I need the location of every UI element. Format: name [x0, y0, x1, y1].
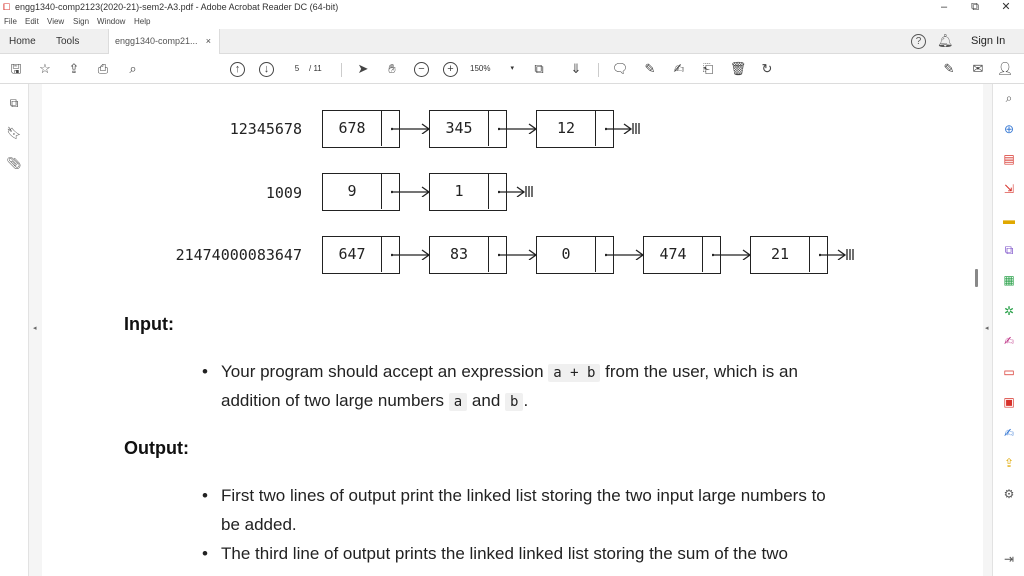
toolbar [0, 54, 1024, 84]
menu-window[interactable]: Window [97, 17, 126, 26]
hand-tool-icon[interactable]: ✋︎ [388, 61, 396, 76]
create-pdf-icon[interactable]: ⊕ [1003, 122, 1015, 136]
linked-list-node [429, 173, 507, 211]
left-nav-pane [0, 84, 29, 576]
find-zoom-icon[interactable]: ⌕ [129, 61, 137, 76]
menu-sign[interactable]: Sign [73, 17, 90, 26]
output-bullet-line1: First two lines of output print the linked list storing the two input large numbers to [221, 486, 826, 505]
zoom-select[interactable] [470, 62, 518, 76]
input-bullet-line2: addition of two large numbers a and b . [221, 391, 529, 410]
tab-document[interactable] [108, 29, 220, 55]
compress-icon[interactable]: ▦ [1003, 273, 1015, 287]
previous-page-icon[interactable]: ↑ [230, 62, 245, 77]
bookmark-star-icon[interactable]: ☆ [39, 61, 51, 76]
rotate-icon[interactable]: ↻ [761, 61, 773, 76]
protect-icon[interactable]: ✲ [1003, 304, 1015, 318]
node-value: 83 [449, 245, 469, 263]
edit-sign-icon[interactable]: ✎ [943, 61, 955, 76]
upload-cloud-icon[interactable]: ⇪ [68, 61, 80, 76]
linked-list-node [322, 236, 400, 274]
window-title: engg1340-comp2123(2020-21)-sem2-A3.pdf - Adobe Acrobat Reader DC (64-bit) [15, 2, 339, 12]
tab-document-label: engg1340-comp21... [115, 36, 198, 46]
organize-pages-icon[interactable]: ▤ [1003, 152, 1015, 166]
delete-icon[interactable]: 🗑︎ [729, 61, 747, 76]
next-pointer-arrow [498, 122, 538, 134]
scroll-mode-icon[interactable]: ⇓ [570, 61, 582, 76]
linked-list-node [322, 110, 400, 148]
code-b: b [505, 393, 523, 411]
comment-icon[interactable]: 🗨︎ [611, 61, 629, 76]
more-tools-icon[interactable]: ⚙︎ [1003, 487, 1015, 501]
menu-edit[interactable]: Edit [25, 17, 39, 26]
search-zoom-icon[interactable]: ⌕ [1005, 91, 1013, 105]
menu-help[interactable]: Help [134, 17, 151, 26]
linked-list-label: 1009 [265, 184, 302, 202]
zoom-in-icon[interactable]: + [443, 62, 458, 77]
toolbar-divider [598, 63, 599, 77]
code-a: a [449, 393, 467, 411]
linked-list-node [322, 173, 400, 211]
output-heading: Output: [124, 438, 189, 458]
node-value: 1 [454, 182, 464, 200]
minimize-button[interactable]: – [940, 1, 948, 13]
tab-tools[interactable]: Tools [56, 36, 80, 47]
bullet-dot: • [202, 544, 208, 563]
scan-ocr-icon[interactable]: ▣ [1003, 395, 1015, 409]
save-icon[interactable]: 🖫︎ [10, 61, 22, 76]
close-window-button[interactable]: ✕ [1001, 1, 1011, 13]
attachments-icon[interactable]: 📎︎ [6, 156, 22, 170]
vertical-scrollbar[interactable] [969, 84, 983, 576]
next-pointer-arrow [498, 248, 538, 260]
node-value: 0 [561, 245, 571, 263]
stamp-icon[interactable]: ⎗ [702, 61, 714, 76]
input-bullet-line1: Your program should accept an expression a + b from the user, which is an [221, 362, 798, 381]
collapse-right-icon: ◂ [985, 325, 989, 332]
null-pointer-arrow [819, 248, 859, 260]
signature-icon[interactable]: ✍︎ [673, 61, 685, 76]
input-bullet [202, 357, 902, 415]
help-icon[interactable]: ? [911, 34, 926, 49]
linked-list-node [536, 236, 614, 274]
linked-list-node [536, 110, 614, 148]
node-value: 678 [338, 119, 366, 137]
page-number-input[interactable]: 5 [294, 64, 300, 73]
acrobat-icon: ⧠ [3, 2, 11, 12]
node-value: 647 [338, 245, 366, 263]
tab-close-icon[interactable]: × [205, 36, 211, 46]
node-value: 345 [445, 119, 473, 137]
zoom-out-icon[interactable]: − [414, 62, 429, 77]
null-pointer-arrow [605, 122, 645, 134]
linked-list-label: 12345678 [229, 120, 302, 138]
linked-list-node [429, 236, 507, 274]
null-pointer-arrow [498, 185, 538, 197]
share-user-icon[interactable]: 👤︎ [996, 61, 1014, 76]
export-pdf-icon[interactable]: ⇲ [1003, 182, 1015, 196]
print-icon[interactable]: ⎙ [97, 61, 109, 76]
share-file-icon[interactable]: ⇪ [1003, 456, 1015, 470]
fill-sign-icon[interactable]: ✍︎ [1003, 334, 1015, 348]
right-tools-pane [992, 84, 1024, 576]
linked-list-label: 21474000083647 [175, 246, 302, 264]
next-pointer-arrow [391, 185, 431, 197]
node-value: 21 [770, 245, 790, 263]
select-cursor-icon[interactable]: ➤ [357, 61, 369, 76]
next-pointer-arrow [391, 122, 431, 134]
next-page-icon[interactable]: ↓ [259, 62, 274, 77]
tab-bar [0, 29, 1024, 54]
linked-list-node [750, 236, 828, 274]
linked-list-node [429, 110, 507, 148]
node-value: 9 [347, 182, 357, 200]
comment-tool-icon[interactable]: ▬ [1003, 213, 1015, 227]
collapse-left-icon: ◂ [33, 325, 37, 332]
menu-view[interactable]: View [47, 17, 65, 26]
right-pane-collapse[interactable] [983, 84, 992, 576]
linked-list-node [643, 236, 721, 274]
sign-in-button[interactable]: Sign In [971, 35, 1006, 47]
expand-pane-icon[interactable]: ⇥ [1003, 552, 1015, 566]
restore-button[interactable]: ⧉ [971, 1, 979, 13]
bullet-dot: • [202, 362, 208, 381]
next-pointer-arrow [605, 248, 645, 260]
highlight-pen-icon[interactable]: ✎ [644, 61, 656, 76]
edit-pdf-icon[interactable]: ▭ [1003, 365, 1015, 379]
page-count: / 11 [309, 64, 322, 73]
node-value: 474 [659, 245, 687, 263]
scrollbar-thumb[interactable] [975, 269, 978, 287]
page-fit-icon[interactable]: ⧉ [534, 61, 544, 76]
combine-files-icon[interactable]: ⧉ [1004, 243, 1014, 257]
zoom-value: 150% [470, 64, 491, 73]
title-bar [0, 0, 1024, 15]
menu-file[interactable]: File [4, 17, 17, 26]
code-expression: a + b [548, 364, 600, 382]
left-pane-collapse[interactable] [29, 84, 42, 576]
notification-bell-icon[interactable]: 🔔︎ [937, 33, 954, 48]
bookmarks-icon[interactable]: 🔖︎ [6, 126, 22, 140]
next-pointer-arrow [391, 248, 431, 260]
output-bullet [202, 481, 922, 539]
send-for-signature-icon[interactable]: ✍︎ [1003, 426, 1015, 440]
document-view[interactable] [42, 84, 969, 576]
input-heading: Input: [124, 314, 174, 334]
menu-bar [0, 15, 1024, 29]
output-bullet-line2: be added. [221, 515, 297, 534]
chevron-down-icon: ▾ [510, 65, 514, 72]
page-thumbnails-icon[interactable]: ⧉ [9, 96, 19, 110]
toolbar-divider [341, 63, 342, 77]
output-bullet [202, 539, 922, 568]
node-value: 12 [556, 119, 576, 137]
tab-home[interactable]: Home [9, 36, 36, 47]
email-icon[interactable]: ✉ [972, 61, 984, 76]
next-pointer-arrow [712, 248, 752, 260]
bullet-dot: • [202, 486, 208, 505]
output-bullet-line1: The third line of output prints the linked linked list storing the sum of the two [221, 544, 788, 563]
